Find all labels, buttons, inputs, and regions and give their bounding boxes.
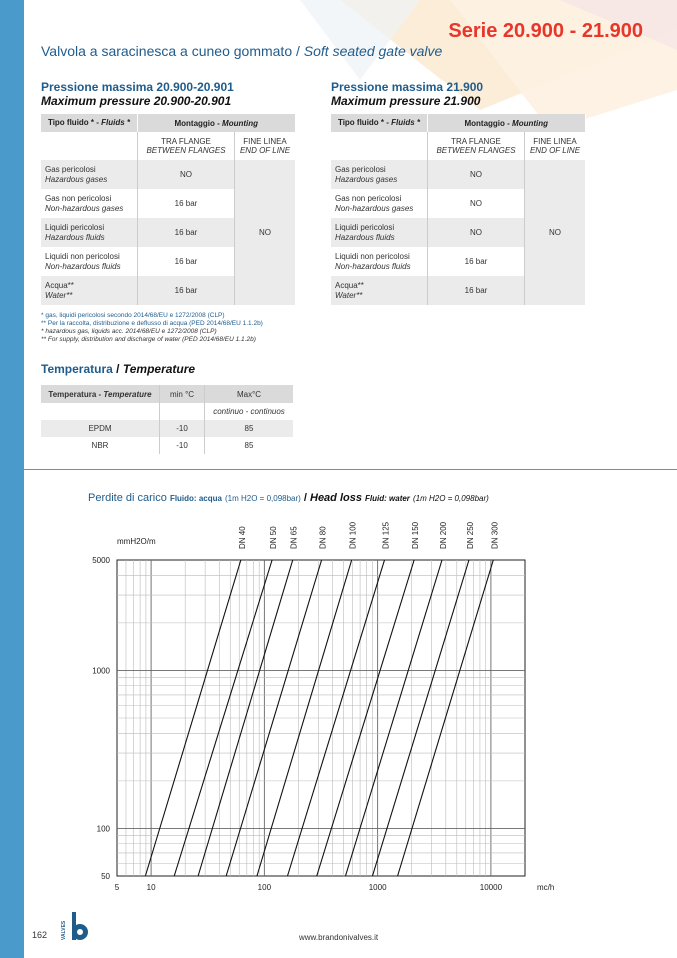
pressure-right-title-en: Maximum pressure 21.900 [331, 94, 481, 108]
mounting-header: Montaggio - Mounting [138, 114, 296, 132]
series-label: DN 100 [348, 521, 358, 549]
between-flanges-header: TRA FLANGE BETWEEN FLANGES [428, 132, 525, 160]
table-header-row [41, 114, 295, 132]
table-row: Acqua** Water** 16 bar [41, 276, 295, 305]
table-row: Gas pericolosi Hazardous gases NO NO [41, 160, 295, 189]
fluid-header: Tipo fluido * - Fluids * [41, 114, 138, 132]
x-tick-label: 10000 [479, 883, 503, 892]
series-label: DN 65 [289, 526, 299, 549]
x-axis-label: mc/h [537, 883, 555, 892]
website-link[interactable]: www.brandonivalves.it [299, 933, 379, 942]
logo-text: VALVES [61, 920, 67, 940]
y-axis-label: mmH2O/m [117, 537, 156, 546]
pressure-left-title-en: Maximum pressure 20.900-20.901 [41, 94, 232, 108]
table-row: Gas non pericolosi Non-hazardous gases 16 bar [41, 189, 295, 218]
x-tick-label: 1000 [368, 883, 387, 892]
table-row: Gas pericolosi Hazardous gases NO NO [331, 160, 585, 189]
end-of-line-value: NO [235, 160, 296, 305]
pressure-left-title: Pressione massima 20.900-20.901 [41, 80, 234, 94]
table-row: Liquidi pericolosi Hazardous fluids NO [331, 218, 585, 247]
end-of-line-value: NO [525, 160, 586, 305]
y-tick-label: 5000 [92, 556, 110, 565]
head-loss-title: Perdite di carico Fluido: acqua (1m H2O = 0,098bar) / Head loss Fluid: water (1m H2O = 0,098bar) [88, 492, 489, 504]
chart-series [145, 521, 499, 876]
temperature-title: Temperatura / Temperature [41, 362, 196, 376]
page-number: 162 [32, 930, 48, 940]
table-row: Liquidi pericolosi Hazardous fluids 16 bar [41, 218, 295, 247]
product-subtitle [41, 43, 442, 59]
table-row: EPDM -10 85 [41, 420, 293, 437]
section-divider [24, 469, 677, 470]
table-header-row [331, 114, 585, 132]
series-label: DN 200 [438, 521, 448, 549]
brandoni-logo [60, 908, 90, 944]
x-tick-label: 5 [114, 883, 120, 892]
series-label: DN 300 [490, 521, 500, 549]
table-subheader-row [41, 132, 295, 160]
pressure-right-table [331, 114, 586, 305]
series-label: DN 150 [411, 521, 421, 549]
chart-grid [117, 560, 525, 876]
series-label: DN 50 [269, 526, 279, 549]
pressure-right-title: Pressione massima 21.900 [331, 80, 484, 94]
y-tick-label: 100 [96, 824, 110, 834]
end-of-line-header: FINE LINEA END OF LINE [235, 132, 296, 160]
head-loss-chart [0, 505, 677, 895]
pressure-left-table [41, 114, 296, 305]
table-row: NBR -10 85 [41, 437, 293, 454]
subtitle-separator: / [296, 43, 300, 59]
y-tick-label: 50 [101, 872, 110, 881]
x-tick-label: 100 [257, 883, 272, 892]
table-row: Liquidi non pericolosi Non-hazardous fluids 16 bar [331, 247, 585, 276]
x-tick-label: 10 [146, 883, 156, 892]
subtitle-italian: Valvola a saracinesca a cuneo gommato [41, 43, 293, 59]
table-subheader-row [331, 132, 585, 160]
y-tick-label: 1000 [92, 666, 110, 676]
end-of-line-header: FINE LINEA END OF LINE [525, 132, 586, 160]
fluid-header: Tipo fluido * - Fluids * [331, 114, 428, 132]
table-row: Liquidi non pericolosi Non-hazardous fluids 16 bar [41, 247, 295, 276]
mounting-header: Montaggio - Mounting [428, 114, 586, 132]
table-header-row: Temperatura - Temperature min °C Max°C [41, 385, 293, 403]
series-label: DN 125 [381, 521, 391, 549]
series-label: DN 40 [237, 526, 247, 549]
series-title: Serie 20.900 - 21.900 [448, 20, 643, 42]
subtitle-english: Soft seated gate valve [303, 43, 443, 59]
series-label: DN 250 [465, 521, 475, 549]
table-row: Acqua** Water** 16 bar [331, 276, 585, 305]
footnotes: * gas, liquidi pericolosi secondo 2014/68/EU e 1272/2008 (CLP) ** Per la raccolta, distribuzione e deflusso di acqua (PED 2014/68/EU 1.1.2b) * hazardous gas, liquids acc. 2014/68/EU e 1272/2008 (CLP) ** For supply, distribution and discharge of water (PED 2014/68/EU 1.1.2b) [41, 312, 263, 343]
series-label: DN 80 [318, 526, 328, 549]
chart-axes [92, 537, 554, 892]
temperature-table: Temperatura - Temperature min °C Max°C continuo - continuos EPDM -10 85 NBR -10 85 [41, 385, 293, 454]
between-flanges-header: TRA FLANGE BETWEEN FLANGES [138, 132, 235, 160]
table-row: Gas non pericolosi Non-hazardous gases NO [331, 189, 585, 218]
